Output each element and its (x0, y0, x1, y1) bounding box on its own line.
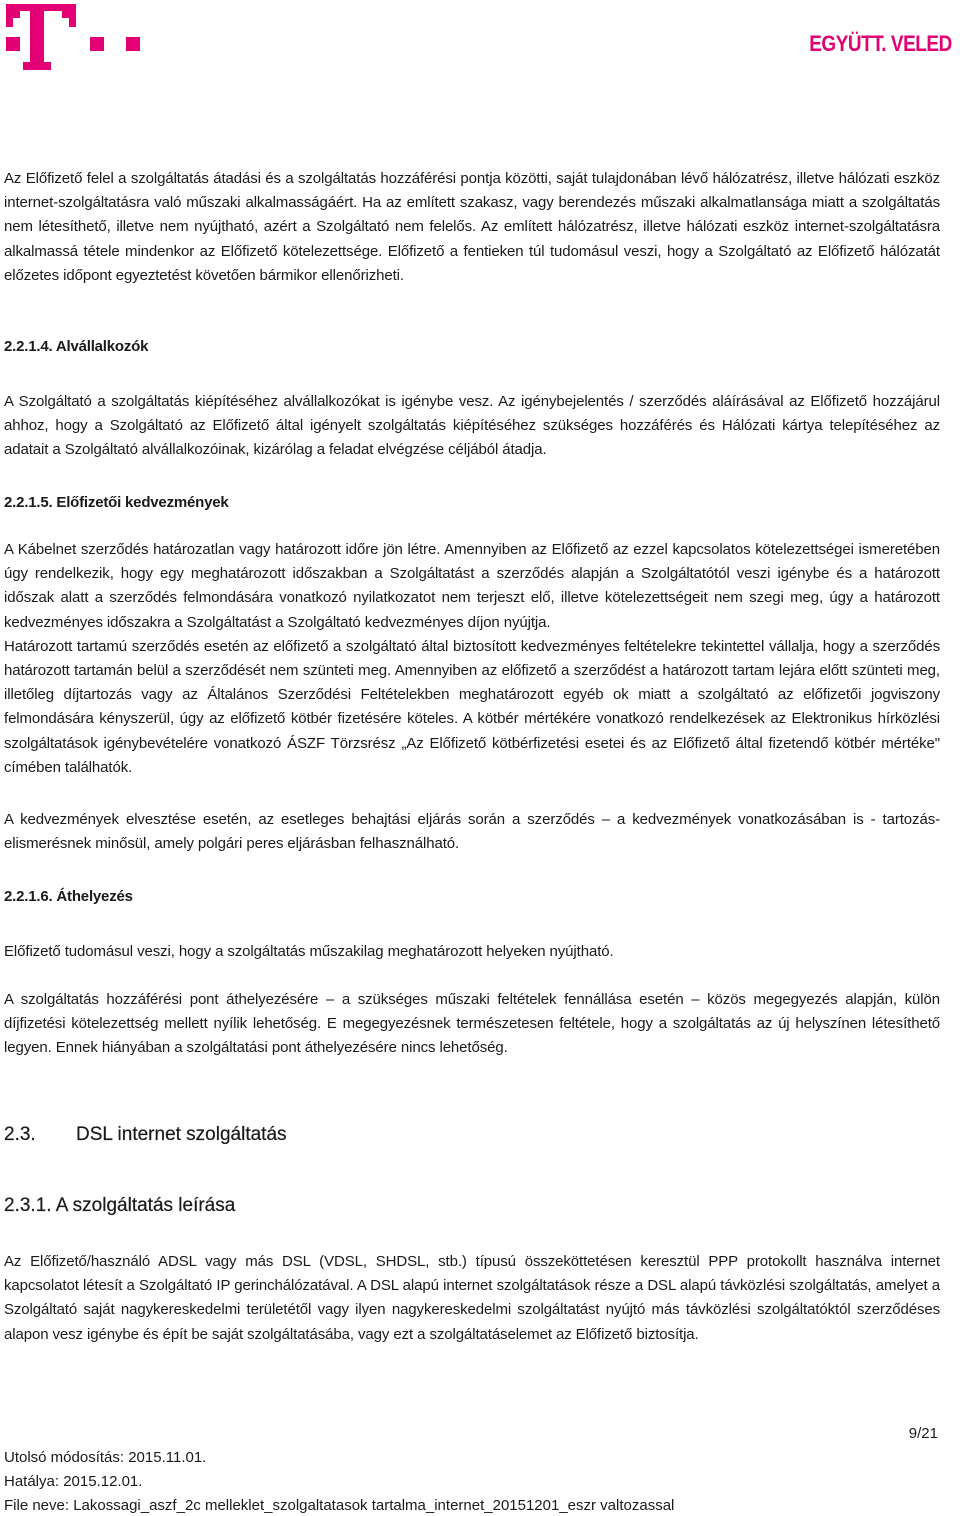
heading-2214: 2.2.1.4. Alvállalkozók (4, 338, 149, 355)
page-number: 9/21 (908, 1425, 938, 1442)
section-dsl-description (4, 1193, 940, 1219)
paragraph-discounts-loss: A kedvezmények elvesztése esetén, az esetleges behajtási eljárás során a szerződés – a kedvezmények vonatkozásában is - tartozás-elismerésnek minősül, amely polgári peres eljárásban felhasználható. (4, 811, 940, 853)
section-relocation-body-2 (4, 988, 940, 1061)
section-relocation (4, 885, 940, 909)
telekom-t-logo (6, 4, 146, 74)
paragraph-dsl: Az Előfizető/használó ADSL vagy más DSL (VDSL, SHDSL, stb.) típusú összeköttetésen keresztül PPP protokollt használva internet kapcsolatot létesít a Szolgáltató IP gerinchálózatával. A DSL alapú internet szolgáltatások része a DSL alapú távközlési szolgáltatás, amelyet a Szolgáltató saját nagykereskedelmi területétől vagy ilyen nagykereskedelmi szolgáltatást nyújtó más távközlési szolgáltatóktól szerződéses alapon vesz igénybe és épít be saját szolgáltatásába, vagy ezt a szolgáltatáselemet az Előfizető biztosítja. (4, 1253, 940, 1343)
paragraph-discounts-2: Határozott tartamú szerződés esetén az előfizető a szolgáltató által biztosított kedvezményes feltételekre tekintettel vállalja, hogy a szerződés határozott tartamán belül a szerződését nem szünteti meg. Amennyiben az előfizető a szerződést a határozott tartam lejára előtt szünteti meg, illetőleg díjtartozás vagy az Általános Szerződési Feltételekben meghatározott egyéb ok miatt a szolgáltató az előfizetői jogviszony felmondására kényszerül, úgy az előfizető kötbér fizetésére köteles. A kötbér mértékére vonatkozó rendelkezések az Elektronikus hírközlési szolgáltatások igénybevételére vonatkozó ÁSZF Törzsrész „Az Előfizető kötbérfizetési esetei és az Előfizető által fizetendő kötbér mértéke" címében találhatók. (4, 637, 940, 776)
heading-231: 2.3.1. A szolgáltatás leírása (4, 1195, 236, 1216)
paragraph-responsibility: Az Előfizető felel a szolgáltatás átadási és a szolgáltatás hozzáférési pontja közötti, saját tulajdonában lévő hálózatrész, illetve hálózati eszköz internet-szolgáltatásra való műszaki alkalmasságáért. Ha az említett szakasz, vagy berendezés műszaki alkalmatlansága miatt a szolgáltatás nem létesíthető, illetve nem nyújtható, azért a Szolgáltató nem felelős. Az említett hálózatrész, illetve hálózati eszköz internet-szolgáltatásra alkalmassá tétele mindenkor az Előfizető kötelezettsége. Előfizető a fentieken túl tudomásul veszi, hogy a Szolgáltató az Előfizető hálózatát előzetes időpont egyeztetést követően bármikor ellenőrizheti. (4, 170, 940, 284)
heading-23 (4, 1122, 940, 1148)
footer-effective: Hatálya: 2015.12.01. (4, 1473, 143, 1490)
section-dsl-body (4, 1250, 940, 1347)
section-subcontractors (4, 335, 940, 359)
heading-2216: 2.2.1.6. Áthelyezés (4, 888, 133, 905)
footer-filename: File neve: Lakossagi_aszf_2c melleklet_szolgaltatasok tartalma_internet_20151201_eszr valtozassal (4, 1497, 675, 1514)
section-discounts (4, 491, 940, 515)
heading-2215: 2.2.1.5. Előfizetői kedvezmények (4, 494, 229, 511)
section-relocation-body (4, 940, 940, 964)
telekom-t-icon (6, 4, 146, 74)
section-dsl (4, 1122, 940, 1148)
paragraph-relocation-2: A szolgáltatás hozzáférési pont áthelyezésére – a szükséges műszaki feltételek fennállása esetén – közös megegyezés alapján, külön díjfizetési kötelezettség mellett nyílik lehetőség. E megegyezésnek természetesen feltétele, hogy a szolgáltatás az új helyszínen létesíthető legyen. Ennek hiányában a szolgáltatási pont áthelyezésére nincs lehetőség. (4, 991, 940, 1057)
heading-23-number: 2.3. (4, 1124, 36, 1145)
footer-modified: Utolsó módosítás: 2015.11.01. (4, 1449, 207, 1466)
paragraph-relocation-1: Előfizető tudomásul veszi, hogy a szolgáltatás műszakilag meghatározott helyeken nyújtható. (4, 943, 614, 960)
paragraph-discounts-1: A Kábelnet szerződés határozatlan vagy határozott időre jön létre. Amennyiben az Előfizető az ezzel kapcsolatos kötelezettségei ismeretében úgy rendelkezik, hogy egy meghatározott időszakban a Szolgáltatást a szerződés alapján a Szolgáltatótól veszi igénybe és a határozott időszak alatt a szerződés felmondására vonatkozó nyilatkozatot nem terjeszt elő, illetve kötelezettségeit nem szegi meg, úgy a határozott kedvezményes időszakra a Szolgáltatást a Szolgáltató kedvezményes díjon nyújtja. (4, 541, 940, 631)
section-discounts-loss (4, 808, 940, 856)
section-responsibility (4, 167, 940, 288)
section-subcontractors-body (4, 390, 940, 463)
section-discounts-body (4, 538, 940, 780)
heading-23-title: DSL internet szolgáltatás (76, 1124, 287, 1145)
brand-slogan: EGYÜTT. VELED (809, 31, 952, 56)
paragraph-subcontractors: A Szolgáltató a szolgáltatás kiépítéséhez alvállalkozókat is igénybe vesz. Az igénybejelentés / szerződés aláírásával az Előfizető hozzájárul ahhoz, hogy a Szolgáltató az Előfizető által igényelt szolgáltatás kiépítéséhez szükséges hozzáférés és Hálózati kártya telepítéséhez az adatait a Szolgáltató alvállalkozóinak, kizárólag a feladat elvégzése céljából átadja. (4, 393, 940, 459)
